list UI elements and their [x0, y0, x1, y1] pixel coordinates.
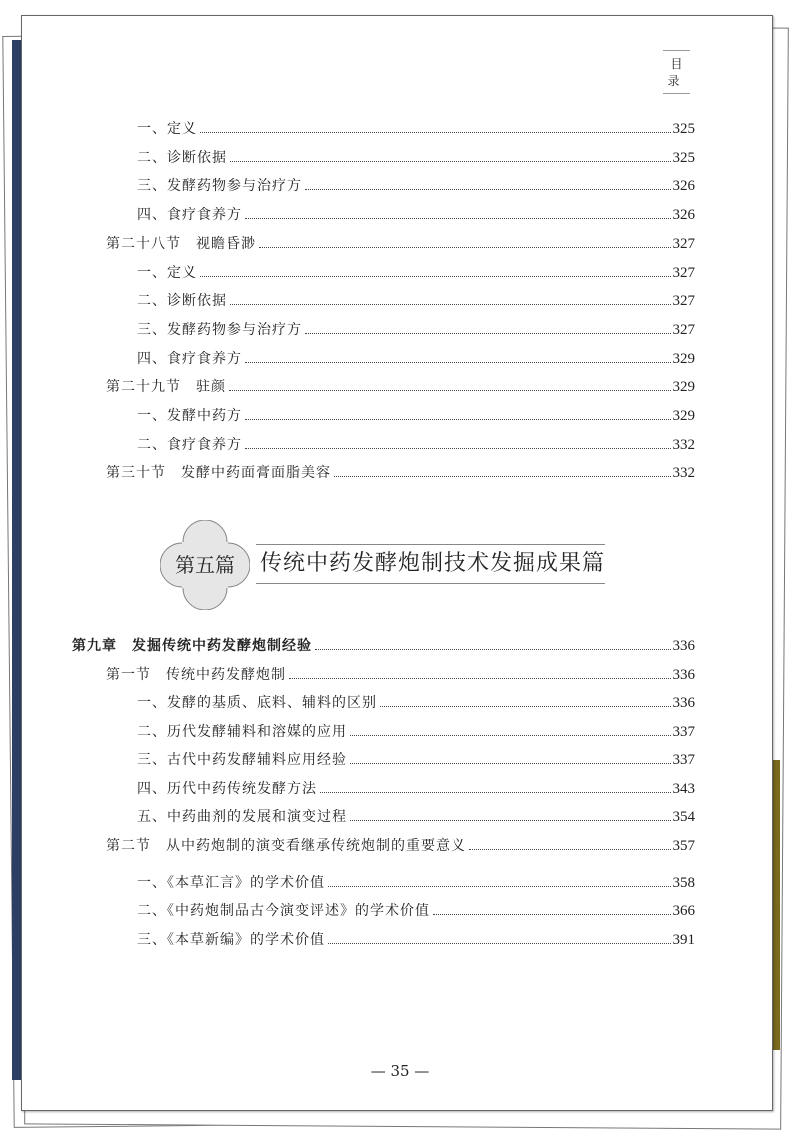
page-number: — 35 —: [370, 1062, 430, 1080]
toc-entry[interactable]: [137, 147, 695, 167]
toc-entry-title: 一、发酵中药方: [137, 408, 242, 424]
toc-entry-title: 一、定义: [137, 264, 197, 281]
toc-entry-page: 354: [672, 809, 695, 825]
part-label: 第五篇: [175, 553, 235, 577]
dot-leader: [350, 735, 671, 736]
toc-entry-title: 二、历代发酵辅料和溶媒的应用: [137, 724, 347, 740]
toc-entry-page: 329: [672, 408, 695, 424]
dot-leader: [259, 247, 671, 248]
toc-entry-page: 336: [672, 695, 695, 711]
toc-entry-title: 三、发酵药物参与治疗方: [137, 178, 302, 195]
dot-leader: [350, 763, 671, 764]
dot-leader: [245, 362, 671, 363]
dot-leader: [200, 276, 671, 277]
toc-entry-title: 第九章 发掘传统中药发酵炮制经验: [72, 638, 312, 654]
dot-leader: [328, 943, 671, 944]
toc-entry-title: 一、定义: [137, 121, 197, 137]
dot-leader: [334, 476, 671, 477]
toc-entry-title: 四、食疗食养方: [137, 207, 242, 224]
part-banner: [160, 520, 605, 610]
toc-entry-title: 二、诊断依据: [137, 293, 227, 310]
toc-entry-page: 326: [672, 207, 695, 224]
toc-entry-page: 329: [672, 350, 695, 367]
toc-entry-title: 一、《本草汇言》的学术价值: [137, 875, 325, 891]
toc-entry-page: 366: [672, 903, 695, 919]
toc-entry[interactable]: [106, 664, 695, 684]
toc-entry[interactable]: [137, 290, 695, 310]
toc-entry-title: 二、食疗食养方: [137, 436, 242, 453]
toc-entry-page: 391: [672, 932, 695, 948]
toc-entry-page: 332: [672, 436, 695, 453]
dot-leader: [289, 678, 671, 679]
toc-entry-title: 二、《中药炮制品古今演变评述》的学术价值: [137, 903, 430, 919]
toc-entry-title: 第二十八节 视瞻昏渺: [106, 235, 256, 252]
dot-leader: [230, 161, 671, 162]
toc-entry-page: 327: [672, 321, 695, 338]
toc-entry-page: 327: [672, 235, 695, 252]
toc-entry[interactable]: [137, 749, 695, 769]
toc-entry-page: 337: [672, 752, 695, 768]
toc-entry[interactable]: [137, 929, 695, 949]
toc-entry[interactable]: [137, 778, 695, 798]
toc-entry-title: 四、食疗食养方: [137, 350, 242, 367]
toc-entry[interactable]: [137, 348, 695, 368]
toc-entry-page: 325: [672, 121, 695, 137]
dot-leader: [350, 820, 671, 821]
dot-leader: [380, 706, 671, 707]
toc-entry-title: 三、发酵药物参与治疗方: [137, 321, 302, 338]
toc-entry-page: 336: [672, 667, 695, 683]
toc-entry-page: 325: [672, 149, 695, 166]
toc-entry[interactable]: [106, 835, 695, 855]
toc-entry[interactable]: [72, 635, 695, 655]
toc-entry[interactable]: [137, 262, 695, 282]
toc-entry[interactable]: [137, 175, 695, 195]
dot-leader: [230, 304, 671, 305]
toc-entry-title: 第二节 从中药炮制的演变看继承传统炮制的重要意义: [106, 838, 466, 854]
toc-entry-page: 327: [672, 264, 695, 281]
toc-entry-page: 357: [672, 838, 695, 854]
dot-leader: [315, 649, 671, 650]
toc-entry[interactable]: [137, 319, 695, 339]
dot-leader: [245, 448, 671, 449]
toc-entry-title: 一、发酵的基质、底料、辅料的区别: [137, 695, 377, 711]
dot-leader: [328, 886, 671, 887]
toc-entry[interactable]: [137, 806, 695, 826]
dot-leader: [433, 914, 671, 915]
toc-entry[interactable]: [137, 405, 695, 425]
dot-leader: [469, 849, 671, 850]
dot-leader: [229, 390, 671, 391]
dot-leader: [305, 189, 671, 190]
toc-entry[interactable]: [137, 900, 695, 920]
toc-entry-title: 五、中药曲剂的发展和演变过程: [137, 809, 347, 825]
toc-entry[interactable]: [137, 721, 695, 741]
toc-entry[interactable]: [137, 692, 695, 712]
toc-entry[interactable]: [137, 872, 695, 892]
toc-entry[interactable]: [137, 434, 695, 454]
toc-entry[interactable]: [106, 233, 695, 253]
toc-entry-title: 第一节 传统中药发酵炮制: [106, 667, 286, 683]
toc-entry-title: 三、古代中药发酵辅料应用经验: [137, 752, 347, 768]
dot-leader: [245, 419, 671, 420]
toc-entry-page: 326: [672, 178, 695, 195]
toc-entry[interactable]: [137, 204, 695, 224]
toc-entry-page: 329: [672, 379, 695, 396]
toc-entry-page: 336: [672, 638, 695, 654]
running-header: 目 录: [663, 50, 690, 94]
toc-entry[interactable]: [106, 376, 695, 396]
toc-entry[interactable]: [137, 118, 695, 138]
toc-entry-page: 358: [672, 875, 695, 891]
toc-entry-title: 第二十九节 驻颜: [106, 379, 226, 396]
toc-entry[interactable]: [106, 462, 695, 482]
toc-entry-page: 337: [672, 724, 695, 740]
part-title: 传统中药发酵炮制技术发掘成果篇: [256, 544, 605, 584]
dot-leader: [320, 792, 671, 793]
toc-entry-title: 四、历代中药传统发酵方法: [137, 781, 317, 797]
toc-entry-title: 第三十节 发酵中药面膏面脂美容: [106, 465, 331, 482]
toc-entry-page: 343: [672, 781, 695, 797]
toc-entry-page: 332: [672, 465, 695, 482]
dot-leader: [200, 132, 671, 133]
dot-leader: [305, 333, 671, 334]
toc-entry-page: 327: [672, 293, 695, 310]
toc-entry-title: 二、诊断依据: [137, 149, 227, 166]
toc-entry-title: 三、《本草新编》的学术价值: [137, 932, 325, 948]
dot-leader: [245, 218, 671, 219]
